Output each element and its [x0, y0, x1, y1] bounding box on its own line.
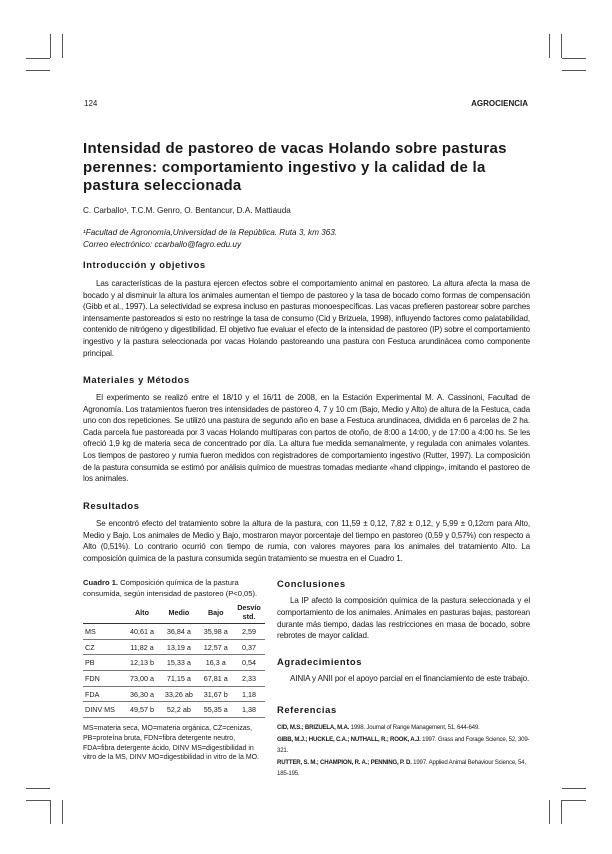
table-cell: 52,2 ab — [166, 705, 191, 715]
table-cell: 36,30 a — [129, 689, 154, 699]
article-title: Intensidad de pastoreo de vacas Holando sobre pasturas perennes: comportamiento ingestivo y la calidad de la pastura seleccionada — [83, 140, 507, 194]
affiliation: ¹Facultad de Agronomía,Universidad de la República. Ruta 3, km 363. — [83, 228, 338, 237]
authors: C. Carballo¹, T.C.M. Genro, O. Bentancur, D.A. Mattiauda — [83, 206, 291, 215]
table-cell: 2,59 — [242, 626, 256, 636]
table-cell: MS — [85, 626, 96, 636]
table-cell: 40,61 a — [129, 626, 154, 636]
table-cell: 71,15 a — [166, 673, 191, 683]
table-cell: 1,18 — [242, 689, 256, 699]
crop-mark — [561, 34, 562, 58]
conclusions-paragraph: La IP afectó la composición química de la pastura seleccionada y el comportamiento de los animales. Animales en pasturas bajas, pastorean durante más tiempo, dadas las restricciones en masa de bocado, sobre rebrotes de mayor calidad. — [277, 596, 530, 641]
acknowledgements-heading: Agradecimientos — [277, 656, 363, 667]
table-cell: 15,33 a — [166, 658, 191, 668]
page-number: 124 — [84, 99, 98, 108]
table-cell: CZ — [85, 642, 95, 652]
table-header-cell — [83, 601, 125, 624]
table-cell: 0,54 — [242, 658, 256, 668]
table-cell: 73,00 a — [129, 673, 154, 683]
table-cell: DINV MS — [85, 705, 115, 715]
table-cell: 31,67 b — [203, 689, 228, 699]
results-paragraph: Se encontró efecto del tratamiento sobre la altura de la pastura, con 11,59 ± 0,12, 7,82 ± 0,12, y 5,99 ± 0,12cm para Alto, Medio y Bajo. Los animales de Medio y Bajo, mostraron mayor porcentaje del tiempo en pastoreo (0,59 y 0,57%) con respecto a Alto (0,51%). Lo contrario ocurrió con tiempo de rumia, con valores mayores para los animales del tratamiento Alto. La composición química de la pastura consumida según tratamiento se muestra en el Cuadro 1. — [83, 519, 530, 563]
reference-item — [277, 757, 530, 780]
table-cell: 49,57 b — [129, 705, 154, 715]
crop-mark — [50, 34, 51, 58]
table-cell: 67,81 a — [203, 673, 228, 683]
methods-paragraph: El experimento se realizó entre el 18/10 y el 16/11 de 2008, en la Estación Experimental M. A. Cassinoni, Facultad de Agronomía. Los tratamientos fueron tres intensidades de pastoreo 4, 7 y 10 cm (Bajo, Medio y Alto) de altura de la Festuca, cada uno con dos repeticiones. Se utilizó una pastura de segundo año en base a Festuca arundinacea, dividida en 6 parcelas de 2 ha. Cada parcela fue pastoreada por 3 vacas Holando multíparas con partos de otoño, de 8:00 a 14:00, y de 17:00 a 4:00 hs. Se les ofreció 1,9 kg de materia seca de concentrado por día. La altura fue medida semanalmente, y regulada con animales volantes. Los tiempos de pastoreo y rumia fueron medidos con registradores de comportamiento ingestivo (Rutter, 1997). La composición de la pastura consumida se estimó por análisis químico de muestras tomadas mediante «hand clipping», imitando el pastoreo de los animales. — [83, 393, 530, 484]
crop-mark — [26, 788, 50, 789]
reference-details: 1997. Grass and Forage Science, 52, 309-321. — [277, 735, 530, 754]
table-cell: 33,26 ab — [164, 689, 193, 699]
table-cell: 2,33 — [242, 673, 256, 683]
table-cell: 55,35 a — [203, 705, 228, 715]
table-row — [83, 655, 265, 671]
crop-mark — [562, 800, 586, 801]
journal-name: AGROCIENCIA — [471, 99, 528, 108]
reference-authors: CID, M.S.; BRIZUELA, M.A. — [277, 724, 350, 731]
table-cell: 13,19 a — [166, 642, 191, 652]
reference-details: 1998. Journal of Range Management, 51, 644-649. — [349, 724, 480, 731]
reference-authors: GIBB, M.J.; HUCKLE, C.A.; NUTHALL, R.; ROOK, A.J. — [277, 735, 421, 743]
conclusions-heading: Conclusiones — [277, 578, 346, 589]
crop-mark — [562, 58, 586, 59]
table-cell: 12,13 b — [129, 658, 154, 668]
crop-mark — [549, 800, 550, 824]
table-cell: 35,98 a — [203, 626, 228, 636]
table-cell: 36,84 a — [166, 626, 191, 636]
intro-paragraph: Las características de la pastura ejercen efectos sobre el comportamiento animal en pastoreo. La altura afecta la masa de bocado y al disminuir la altura los animales aumentan el tiempo de pastoreo y la tasa de bocado como formas de compensación (Gibb et al., 1997). La selectividad se expresa incluso en pasturas monoespecíficas. Las vacas prefieren pastorear sobre parches intensamente pastoreados si esto no restringe la tasa de consumo (Cid y Brizuela, 1998), influyendo factores como palatabilidad, contenido de nitrógeno y digestibilidad. El objetivo fue evaluar el efecto de la intensidad de pastoreo (IP) sobre el comportamiento ingestivo y la pastura seleccionada por vacas Holando pastoreando una pastura con Festuca arundinácea como componente principal. — [83, 279, 530, 358]
crop-mark — [62, 800, 63, 824]
acknowledgements-paragraph: AINIA y ANII por el apoyo parcial en el financiamiento de este trabajo. — [290, 674, 530, 683]
table-header-cell: Alto — [125, 601, 159, 624]
table-row — [83, 671, 265, 687]
reference-details: 1997. Applied Animal Behaviour Science, 54, 185-195. — [277, 758, 526, 777]
composition-table — [83, 601, 265, 718]
crop-mark — [62, 34, 63, 58]
table-cell: 1,38 — [242, 705, 256, 715]
table-caption-label: Cuadro 1. — [83, 578, 119, 587]
reference-authors: RUTTER, S. M.; CHAMPION, R. A.; PENNING, P. D. — [277, 758, 412, 766]
crop-mark — [26, 800, 50, 801]
table-cell: PB — [85, 658, 95, 668]
table-row — [83, 702, 265, 718]
crop-mark — [50, 800, 51, 824]
table-header-cell: Bajo — [199, 601, 233, 624]
table-footnote: MS=materia seca, MO=materia orgánica, CZ=cenizas, PB=proteína bruta, FDN=fibra detergente neutro, FDA=fibra detergente ácido, DINV MS=digestibilidad in vitro de la MS, DINV MO=digestibilidad in vitro de la MO. — [83, 725, 260, 762]
reference-item — [277, 722, 530, 734]
table-caption — [83, 578, 263, 599]
email: Correo electrónico: ccarballo@fagro.edu.uy — [83, 240, 242, 249]
crop-mark — [549, 34, 550, 58]
table-caption-text: Composición química de la pastura consumida, según intensidad de pastoreo (P<0,05). — [83, 578, 258, 598]
methods-heading: Materiales y Métodos — [83, 374, 190, 385]
reference-item — [277, 734, 530, 757]
intro-heading: Introducción y objetivos — [83, 259, 206, 270]
results-heading: Resultados — [83, 500, 140, 511]
table-row — [83, 686, 265, 702]
crop-mark — [561, 800, 562, 824]
table-cell: 16,3 a — [205, 658, 226, 668]
table-row — [83, 639, 265, 655]
table-cell: 11,82 a — [130, 642, 154, 652]
crop-mark — [562, 788, 586, 789]
reference-list — [277, 722, 530, 780]
table-cell: FDA — [85, 689, 100, 699]
affiliation-block — [83, 227, 337, 251]
table-cell: 12,57 a — [203, 642, 228, 652]
table-cell: 0,37 — [242, 642, 256, 652]
crop-mark — [26, 70, 50, 71]
table-header-cell: Medio — [159, 601, 198, 624]
table-header-row — [83, 601, 265, 624]
table-cell: FDN — [85, 673, 100, 683]
table-header-cell: Desvío std. — [233, 601, 265, 624]
crop-mark — [26, 58, 50, 59]
references-heading: Referencias — [277, 704, 337, 715]
crop-mark — [562, 70, 586, 71]
table-row — [83, 624, 265, 640]
